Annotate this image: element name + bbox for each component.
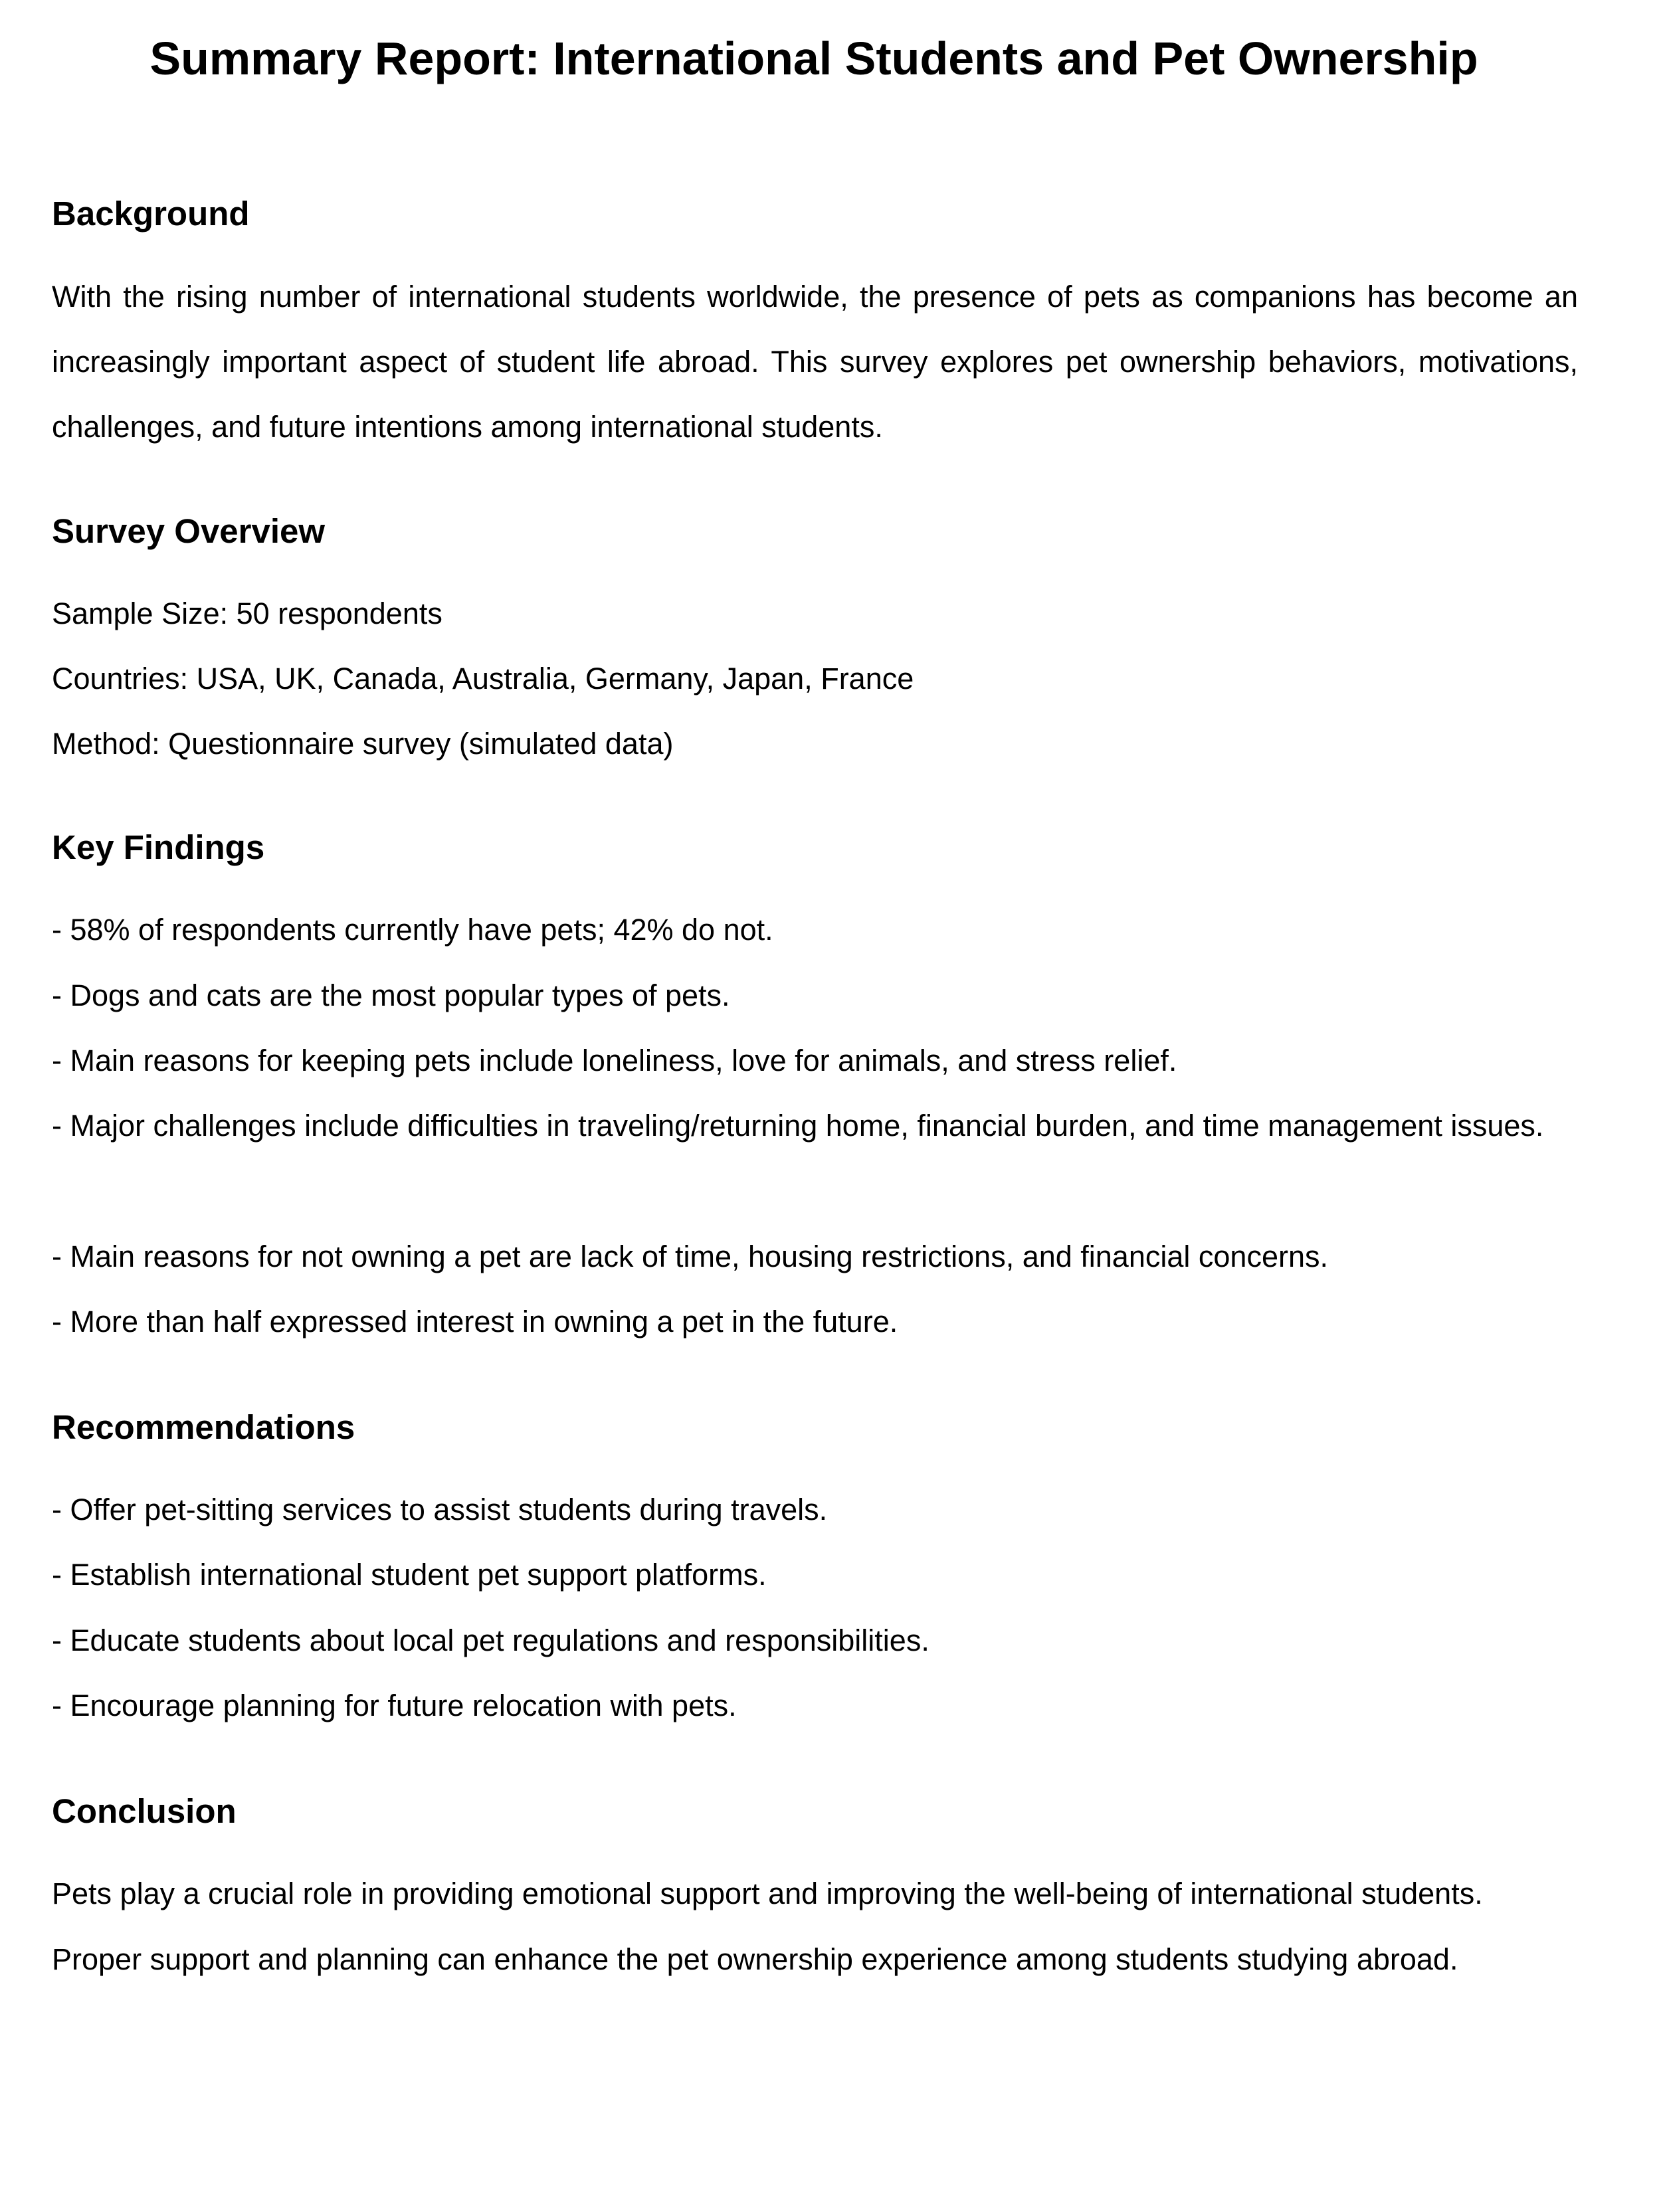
finding-item: - More than half expressed interest in owning a pet in the future.	[52, 1305, 898, 1338]
finding-item: - 58% of respondents currently have pets; 42% do not.	[52, 913, 773, 947]
conclusion-line: Pets play a crucial role in providing emotional support and improving the well-being of international students.	[52, 1877, 1483, 1910]
survey-overview-heading: Survey Overview	[52, 512, 326, 550]
method-line: Method: Questionnaire survey (simulated data)	[52, 727, 674, 761]
finding-item: - Dogs and cats are the most popular types of pets.	[52, 978, 730, 1012]
conclusion-line: Proper support and planning can enhance the pet ownership experience among students studying abroad.	[52, 1942, 1458, 1976]
recommendation-item: - Establish international student pet support platforms.	[52, 1558, 767, 1592]
conclusion-heading: Conclusion	[52, 1792, 237, 1830]
recommendation-item: - Educate students about local pet regulations and responsibilities.	[52, 1623, 929, 1657]
finding-item: - Major challenges include difficulties in traveling/returning home, financial burden, and time management issues.	[52, 1109, 1544, 1143]
recommendations-heading: Recommendations	[52, 1408, 355, 1446]
recommendation-item: - Offer pet-sitting services to assist students during travels.	[52, 1493, 828, 1526]
recommendation-item: - Encourage planning for future relocation with pets.	[52, 1689, 737, 1722]
background-paragraph: With the rising number of international students worldwide, the presence of pets as companions has become an increasingly important aspect of student life abroad. This survey explores pet ownership behaviors, motivations, challenges, and future intentions among international students.	[52, 280, 1578, 444]
finding-item: - Main reasons for keeping pets include loneliness, love for animals, and stress relief.	[52, 1044, 1177, 1077]
sample-size-line: Sample Size: 50 respondents	[52, 597, 442, 630]
report-title: Summary Report: International Students and Pet Ownership	[149, 33, 1478, 84]
background-heading: Background	[52, 195, 250, 232]
finding-item: - Main reasons for not owning a pet are lack of time, housing restrictions, and financial concerns.	[52, 1240, 1328, 1273]
countries-line: Countries: USA, UK, Canada, Australia, Germany, Japan, France	[52, 662, 914, 695]
key-findings-heading: Key Findings	[52, 828, 265, 866]
